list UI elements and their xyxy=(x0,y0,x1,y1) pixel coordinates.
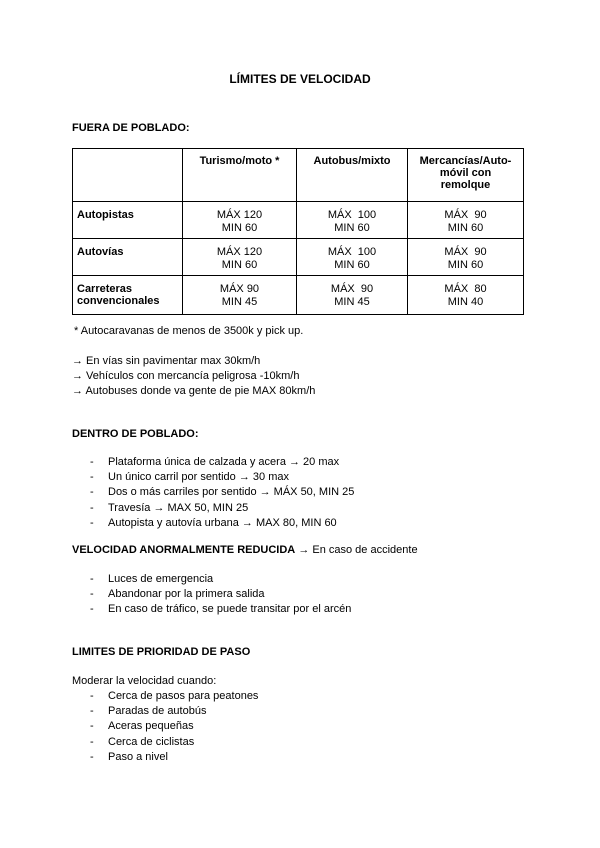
table-cell: MÁX 90 MIN 60 xyxy=(408,202,524,239)
dash-marker: - xyxy=(90,705,94,718)
table-cell: MÁX 120 MIN 60 xyxy=(183,239,297,276)
prioridad-list xyxy=(90,689,258,765)
table-cell: MÁX 100 MIN 60 xyxy=(297,239,408,276)
list-item: - Abandonar por la primera salida xyxy=(90,587,351,602)
table-header-row xyxy=(73,149,524,202)
list-item: - Travesía → MAX 50, MIN 25 xyxy=(90,501,354,516)
table-cell: MÁX 120 MIN 60 xyxy=(183,202,297,239)
table-header-cell: Mercancías/Auto- móvil con remolque xyxy=(408,149,524,202)
table-row xyxy=(73,276,524,315)
list-item: - Un único carril por sentido → 30 max xyxy=(90,470,354,485)
section-heading-reducida: VELOCIDAD ANORMALMENTE REDUCIDA → En caso de accidente xyxy=(72,544,418,556)
dash-marker: - xyxy=(90,471,94,484)
dash-marker: - xyxy=(90,573,94,585)
dash-marker: - xyxy=(90,720,94,733)
dash-marker: - xyxy=(90,588,94,601)
list-item: - Cerca de ciclistas xyxy=(90,735,258,750)
footnote: * Autocaravanas de menos de 3500k y pick up. xyxy=(74,325,304,337)
table-cell: MÁX 90 MIN 45 xyxy=(297,276,408,315)
note-line: → Autobuses donde va gente de pie MAX 80km/h xyxy=(72,385,316,397)
page-title: LÍMITES DE VELOCIDAD xyxy=(229,72,371,86)
list-item: - Luces de emergencia xyxy=(90,572,351,587)
table-cell: MÁX 100 MIN 60 xyxy=(297,202,408,239)
row-label: Autovías xyxy=(73,239,183,276)
row-label: Autopistas xyxy=(73,202,183,239)
table-row xyxy=(73,239,524,276)
dentro-list xyxy=(90,455,354,531)
list-item: - Dos o más carriles por sentido → MÁX 50, MIN 25 xyxy=(90,485,354,500)
table-cell: MÁX 90 MIN 45 xyxy=(183,276,297,315)
dash-marker: - xyxy=(90,501,94,514)
table-cell: MÁX 80 MIN 40 xyxy=(408,276,524,315)
row-label: Carreteras convencionales xyxy=(73,276,183,315)
list-item: - Autopista y autovía urbana → MAX 80, MIN 60 xyxy=(90,516,354,531)
list-item: - Paradas de autobús xyxy=(90,704,258,719)
prioridad-intro: Moderar la velocidad cuando: xyxy=(72,675,217,687)
note-line: → Vehículos con mercancía peligrosa -10km/h xyxy=(72,370,300,382)
list-item: - Paso a nivel xyxy=(90,750,258,765)
list-item: - Cerca de pasos para peatones xyxy=(90,689,258,704)
table-row xyxy=(73,202,524,239)
dash-marker: - xyxy=(90,516,94,529)
section-heading-prioridad: LIMITES DE PRIORIDAD DE PASO xyxy=(72,646,251,658)
dash-marker: - xyxy=(90,750,94,763)
dash-marker: - xyxy=(90,456,94,468)
dash-marker: - xyxy=(90,735,94,748)
table-header-cell xyxy=(73,149,183,202)
table-header-cell: Turismo/moto * xyxy=(183,149,297,202)
dash-marker: - xyxy=(90,603,94,616)
dash-marker: - xyxy=(90,486,94,499)
table-cell: MÁX 90 MIN 60 xyxy=(408,239,524,276)
table-header-cell: Autobus/mixto xyxy=(297,149,408,202)
reducida-list xyxy=(90,572,351,618)
note-line: → En vías sin pavimentar max 30km/h xyxy=(72,355,261,367)
dash-marker: - xyxy=(90,690,94,702)
list-item: - En caso de tráfico, se puede transitar por el arcén xyxy=(90,602,351,617)
list-item: - Aceras pequeñas xyxy=(90,719,258,734)
list-item: - Plataforma única de calzada y acera → 20 max xyxy=(90,455,354,470)
section-heading-fuera: FUERA DE POBLADO: xyxy=(72,122,190,134)
speed-limits-table xyxy=(72,148,524,315)
section-heading-dentro: DENTRO DE POBLADO: xyxy=(72,428,199,440)
